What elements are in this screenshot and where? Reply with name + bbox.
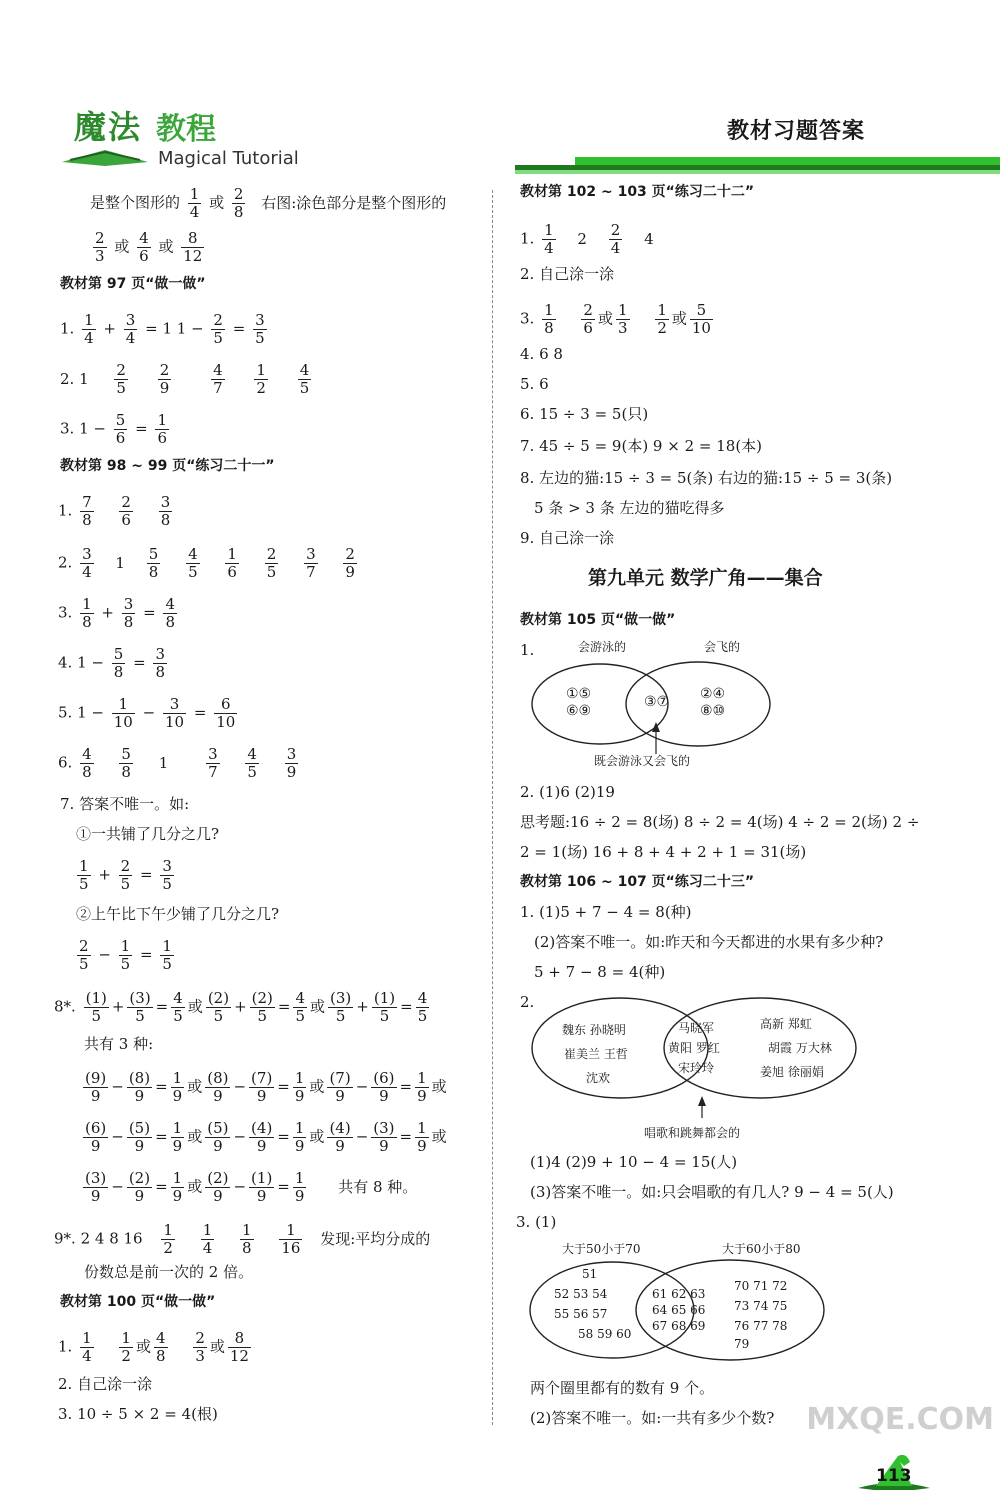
- text: 1.: [60, 319, 75, 338]
- answer-line: 2 = 1(场) 16 + 8 + 4 + 2 + 1 = 31(场): [520, 843, 807, 861]
- answer-line: [58, 696, 240, 731]
- header-green-bar: [515, 155, 1000, 181]
- section-heading: 教材第 106 ~ 107 页“练习二十三”: [520, 874, 755, 890]
- fraction: $\frac{(6)}{9}$: [85, 1119, 107, 1155]
- text: 1.: [58, 1337, 73, 1356]
- fraction: $\frac{1}{2}$: [657, 301, 667, 337]
- venn-item: 52 53 54: [554, 1287, 608, 1301]
- fraction: $\frac{(7)}{9}$: [329, 1069, 351, 1105]
- fraction: $\frac{1}{2}$: [163, 1221, 173, 1257]
- fraction: $\frac{(4)}{9}$: [251, 1119, 273, 1155]
- logo-text-mofa: 魔法: [74, 108, 143, 146]
- section-heading: 教材第 102 ~ 103 页“练习二十二”: [520, 184, 755, 200]
- answer-line: $\frac{(9)}{9}$ − $\frac{(8)}{9}$ = $\frac{1}{9}$ 或 $\frac{(8)}{9}$ − $\frac{(7)}{9}$ = $\frac{1}{9}$ 或 $\frac{(7)}{9}$ − $\frac{(6)}{9}$ = $\frac{1}{9}$ 或: [85, 1069, 447, 1105]
- fraction: $\frac{2}{6}$: [121, 493, 131, 529]
- text: 2.: [58, 553, 73, 572]
- fraction: $\frac{(3)}{5}$: [129, 989, 151, 1025]
- fraction: $\frac{7}{8}$: [82, 493, 92, 529]
- answer-line: [90, 230, 207, 265]
- venn-item: 马晓军: [678, 1021, 715, 1035]
- text: =: [193, 703, 207, 722]
- fraction: $\frac{1}{2}$: [256, 361, 266, 397]
- fraction: $\frac{3}{8}$: [160, 493, 171, 529]
- page-number-badge: [854, 1452, 934, 1492]
- fraction: $\frac{1}{9}$: [417, 1069, 427, 1105]
- fraction: $\frac{(1)}{9}$: [251, 1169, 273, 1205]
- fraction: $\frac{1}{4}$: [544, 221, 554, 257]
- text: 3.: [520, 309, 535, 328]
- fraction: $\frac{1}{9}$: [172, 1119, 183, 1155]
- column-divider: [492, 190, 493, 1425]
- fraction: $\frac{2}{5}$: [266, 545, 277, 581]
- fraction: $\frac{4}{8}$: [155, 1329, 166, 1365]
- answer-line: 2. 自己涂一涂: [58, 1375, 153, 1393]
- venn-item: 61 62 63: [652, 1287, 706, 1301]
- venn-item: 67 68 69: [652, 1319, 706, 1333]
- fraction: $\frac{2}{5}$: [213, 311, 223, 347]
- venn-item: ⑧⑩: [700, 703, 726, 719]
- fraction: $\frac{2}{5}$: [120, 857, 131, 893]
- fraction: $\frac{3}{9}$: [286, 745, 297, 781]
- fraction: $\frac{4}{5}$: [188, 545, 198, 581]
- venn-label-right: 大于60小于80: [722, 1242, 801, 1256]
- fraction: $\frac{5}{8}$: [113, 645, 124, 681]
- text: =: [232, 319, 246, 338]
- answer-line: [520, 222, 654, 257]
- fraction: $\frac{2}{9}$: [159, 361, 170, 397]
- fraction: $\frac{1}{9}$: [172, 1169, 183, 1205]
- fraction: $\frac{6}{10}$: [216, 695, 236, 731]
- venn-item: 76 77 78: [734, 1319, 788, 1333]
- text: 右图:涂色部分是整个图形的: [261, 193, 447, 212]
- answer-line: [60, 362, 314, 397]
- fraction: $\frac{1}{4}$: [189, 185, 200, 221]
- text: 1: [115, 553, 125, 572]
- fraction: $\frac{1}{9}$: [294, 1169, 305, 1205]
- page-number: 113: [876, 1466, 912, 1486]
- fraction: $\frac{(2)}{9}$: [128, 1169, 151, 1205]
- fraction: $\frac{1}{9}$: [294, 1119, 305, 1155]
- fraction: $\frac{(9)}{9}$: [85, 1069, 107, 1105]
- page-title: 教材习题答案: [726, 119, 865, 144]
- fraction: $\frac{4}{5}$: [295, 989, 306, 1025]
- venn-item: 崔美兰 王哲: [564, 1047, 628, 1061]
- answer-line: 3. 10 ÷ 5 × 2 = 4(根): [58, 1405, 218, 1423]
- answer-line: 份数总是前一次的 2 倍。: [84, 1263, 254, 1281]
- fraction: $\frac{3}{5}$: [255, 311, 265, 347]
- fraction: $\frac{8}{12}$: [183, 229, 203, 265]
- fraction: $\frac{2}{5}$: [79, 937, 89, 973]
- fraction: $\frac{1}{4}$: [84, 311, 94, 347]
- venn-item: 沈欢: [586, 1071, 611, 1085]
- fraction: $\frac{(2)}{5}$: [207, 989, 230, 1025]
- answer-line: 7. 45 ÷ 5 = 9(本) 9 × 2 = 18(本): [520, 437, 763, 455]
- fraction: $\frac{2}{6}$: [583, 301, 593, 337]
- answer-line: [58, 746, 301, 781]
- answer-line: 3. $\frac{1}{8}$ $\frac{2}{6}$ 或 $\frac{1}{3}$ $\frac{1}{2}$ 或 $\frac{5}{10}$: [520, 301, 711, 337]
- fraction: $\frac{(7)}{9}$: [251, 1069, 273, 1105]
- fraction: $\frac{(1)}{5}$: [373, 989, 396, 1025]
- text: 3. 1 −: [60, 419, 106, 438]
- text: −: [142, 703, 156, 722]
- text: 2: [577, 229, 587, 248]
- fraction: $\frac{1}{8}$: [544, 301, 554, 337]
- text: 3.: [58, 603, 73, 622]
- answer-line: [58, 546, 360, 581]
- text: 共有 8 种。: [338, 1177, 418, 1196]
- fraction: $\frac{1}{6}$: [157, 411, 167, 447]
- fraction: $\frac{4}{8}$: [165, 595, 176, 631]
- answer-line: 共有 3 种:: [84, 1035, 154, 1053]
- text: =: [133, 653, 146, 672]
- text: 或: [158, 237, 174, 256]
- answer-line: 9. 自己涂一涂: [520, 529, 615, 547]
- fraction: $\frac{(4)}{9}$: [329, 1119, 351, 1155]
- text: +: [103, 319, 116, 338]
- unit-title: 第九单元 数学广角——集合: [588, 567, 823, 589]
- fraction: $\frac{1}{8}$: [242, 1221, 252, 1257]
- answer-line: 2. 自己涂一涂: [520, 265, 615, 283]
- section-heading: 教材第 98 ~ 99 页“练习二十一”: [60, 458, 275, 474]
- venn-label-right: 会飞的: [704, 640, 741, 654]
- fraction: $\frac{1}{9}$: [417, 1119, 427, 1155]
- venn-label-left: 会游泳的: [578, 640, 627, 654]
- answer-line: 1. $\frac{1}{4}$ $\frac{1}{2}$ 或 $\frac{4}{8}$ $\frac{2}{3}$ 或 $\frac{8}{12}$: [58, 1329, 249, 1365]
- answer-line: [58, 596, 180, 631]
- question-number: 2.: [520, 993, 535, 1011]
- fraction: $\frac{4}{5}$: [299, 361, 310, 397]
- venn-item: 胡霞 万大林: [768, 1041, 832, 1055]
- fraction: $\frac{1}{4}$: [82, 1329, 92, 1365]
- logo-text-jiaocheng: 教程: [156, 112, 216, 147]
- fraction: $\frac{1}{5}$: [79, 857, 89, 893]
- venn-item: 高新 郑虹: [760, 1017, 812, 1031]
- answer-line: 3. (1): [516, 1213, 557, 1231]
- fraction: $\frac{1}{4}$: [202, 1221, 213, 1257]
- fraction: $\frac{1}{5}$: [162, 937, 172, 973]
- venn-item: 宋玲玲: [678, 1061, 715, 1075]
- fraction: $\frac{1}{10}$: [113, 695, 133, 731]
- fraction: $\frac{4}{6}$: [139, 229, 149, 265]
- answer-line: 2. (1)6 (2)19: [520, 783, 615, 801]
- text: 4: [644, 229, 654, 248]
- venn-label-left: 大于50小于70: [562, 1242, 641, 1256]
- watermark: MXQE.COM: [806, 1402, 994, 1437]
- answer-line: 1. (1)5 + 7 − 4 = 8(种): [520, 903, 692, 921]
- fraction: $\frac{5}{10}$: [691, 301, 711, 337]
- answer-line: 5 条 > 3 条 左边的猫吃得多: [534, 499, 725, 517]
- venn-item: 58 59 60: [578, 1327, 632, 1341]
- fraction: $\frac{4}{5}$: [247, 745, 257, 781]
- fraction: $\frac{(3)}{9}$: [85, 1169, 107, 1205]
- answer-line: 5. 6: [520, 375, 549, 393]
- text: 4. 1 −: [58, 653, 104, 672]
- answer-line: 7. 答案不唯一。如:: [60, 795, 190, 813]
- venn-label-bottom: 唱歌和跳舞都会的: [644, 1126, 741, 1140]
- answer-line: [90, 186, 446, 221]
- answer-line: [58, 494, 175, 529]
- venn-item: 70 71 72: [734, 1279, 788, 1293]
- fraction: $\frac{(2)}{9}$: [207, 1169, 229, 1205]
- answer-line: (2)答案不唯一。如:昨天和今天都进的水果有多少种?: [534, 933, 884, 951]
- venn-item: ①⑤: [566, 686, 592, 702]
- fraction: $\frac{2}{5}$: [116, 361, 126, 397]
- fraction: $\frac{4}{7}$: [213, 361, 223, 397]
- text: 5. 1 −: [58, 703, 104, 722]
- fraction: $\frac{3}{5}$: [162, 857, 172, 893]
- venn-item: 55 56 57: [554, 1307, 608, 1321]
- answer-line: $\frac{2}{5}$ − $\frac{1}{5}$ = $\frac{1}{5}$: [79, 937, 172, 973]
- answer-line: [60, 312, 270, 347]
- answer-line: (1)4 (2)9 + 10 − 4 = 15(人): [530, 1153, 738, 1171]
- text: 6.: [58, 753, 73, 772]
- answer-line: ②上午比下午少铺了几分之几?: [76, 905, 280, 923]
- fraction: $\frac{5}{8}$: [121, 745, 131, 781]
- text: 2. 1: [60, 369, 89, 388]
- answer-line: 6. 15 ÷ 3 = 5(只): [520, 405, 649, 423]
- answer-line: 8. 左边的猫:15 ÷ 3 = 5(条) 右边的猫:15 ÷ 5 = 3(条): [520, 469, 893, 487]
- venn-item: 64 65 66: [652, 1303, 706, 1317]
- answer-line: [60, 412, 172, 447]
- answer-line: 两个圈里都有的数有 9 个。: [530, 1379, 715, 1397]
- answer-line: $\frac{(3)}{9}$ − $\frac{(2)}{9}$ = $\frac{1}{9}$ 或 $\frac{(2)}{9}$ − $\frac{(1)}{9}$ = $\frac{1}{9}$ 共有 8 种。: [85, 1169, 418, 1205]
- fraction: $\frac{(8)}{9}$: [128, 1069, 151, 1105]
- fraction: $\frac{3}{7}$: [208, 745, 218, 781]
- answer-line: 5 + 7 − 8 = 4(种): [534, 963, 666, 981]
- answer-line: $\frac{1}{5}$ + $\frac{2}{5}$ = $\frac{3}{5}$: [79, 857, 172, 893]
- text: 1: [158, 753, 169, 772]
- fraction: $\frac{5}{6}$: [115, 411, 126, 447]
- answer-line: (2)答案不唯一。如:一共有多少个数?: [530, 1409, 775, 1427]
- fraction: $\frac{4}{5}$: [173, 989, 183, 1025]
- venn-item: ③⑦: [644, 694, 670, 710]
- text: +: [101, 603, 114, 622]
- text: 或: [114, 237, 130, 256]
- text: = 1 1 −: [145, 319, 204, 338]
- venn-item: 51: [582, 1267, 598, 1281]
- fraction: $\frac{1}{9}$: [172, 1069, 183, 1105]
- fraction: $\frac{3}{10}$: [164, 695, 185, 731]
- fraction: $\frac{2}{3}$: [95, 229, 105, 265]
- fraction: $\frac{1}{6}$: [227, 545, 237, 581]
- text: 1.: [520, 229, 535, 248]
- fraction: $\frac{1}{9}$: [294, 1069, 305, 1105]
- fraction: $\frac{3}{4}$: [125, 311, 136, 347]
- logo: [60, 96, 300, 180]
- text: 8*.: [54, 997, 76, 1016]
- venn-item: 79: [734, 1337, 750, 1351]
- answer-line: 思考题:16 ÷ 2 = 8(场) 8 ÷ 2 = 4(场) 4 ÷ 2 = 2(场) 2 ÷: [520, 813, 920, 831]
- answer-line: $\frac{(6)}{9}$ − $\frac{(5)}{9}$ = $\frac{1}{9}$ 或 $\frac{(5)}{9}$ − $\frac{(4)}{9}$ = $\frac{1}{9}$ 或 $\frac{(4)}{9}$ − $\frac{(3)}{9}$ = $\frac{1}{9}$ 或: [85, 1119, 447, 1155]
- fraction: $\frac{5}{8}$: [148, 545, 159, 581]
- question-number: 1.: [520, 641, 535, 659]
- venn-item: 黄阳 罗红: [668, 1041, 720, 1055]
- answer-line: [54, 1222, 430, 1257]
- fraction: $\frac{(6)}{9}$: [373, 1069, 395, 1105]
- fraction: $\frac{2}{4}$: [610, 221, 621, 257]
- venn-item: ⑥⑨: [566, 703, 592, 719]
- fraction: $\frac{(8)}{9}$: [207, 1069, 229, 1105]
- fraction: $\frac{(3)}{9}$: [373, 1119, 395, 1155]
- fraction: $\frac{(5)}{9}$: [128, 1119, 151, 1155]
- fraction: $\frac{4}{5}$: [417, 989, 428, 1025]
- fraction: $\frac{(2)}{5}$: [251, 989, 273, 1025]
- section-heading: 教材第 105 页“做一做”: [520, 612, 676, 628]
- fraction: $\frac{1}{2}$: [121, 1329, 131, 1365]
- answer-line: 8*. $\frac{(1)}{5}$ + $\frac{(3)}{5}$ = $\frac{4}{5}$ 或 $\frac{(2)}{5}$ + $\frac{(2)}{5}$ = $\frac{4}{5}$ 或 $\frac{(3)}{5}$ + $\frac{(1)}{5}$ = $\frac{4}{5}$: [54, 989, 428, 1025]
- fraction: $\frac{4}{8}$: [82, 745, 92, 781]
- section-heading: 教材第 100 页“做一做”: [60, 1294, 216, 1310]
- fraction: $\frac{1}{5}$: [120, 937, 131, 973]
- fraction: $\frac{1}{8}$: [82, 595, 92, 631]
- fraction: $\frac{2}{3}$: [195, 1329, 205, 1365]
- text: =: [135, 419, 148, 438]
- section-heading: 教材第 97 页“做一做”: [60, 276, 206, 292]
- venn-label-bottom: 既会游泳又会飞的: [594, 754, 691, 768]
- venn-item: 73 74 75: [734, 1299, 788, 1313]
- venn-item: 姜旭 徐丽娟: [760, 1065, 824, 1079]
- fraction: $\frac{1}{16}$: [281, 1221, 301, 1257]
- fraction: $\frac{(3)}{5}$: [330, 989, 352, 1025]
- text: 9*. 2 4 8 16: [54, 1229, 143, 1248]
- fraction: $\frac{3}{8}$: [123, 595, 134, 631]
- answer-line: (3)答案不唯一。如:只会唱歌的有几人? 9 − 4 = 5(人): [530, 1183, 894, 1201]
- text: 或: [209, 193, 225, 212]
- fraction: $\frac{8}{12}$: [229, 1329, 249, 1365]
- fraction: $\frac{3}{7}$: [306, 545, 316, 581]
- answer-line: [58, 646, 170, 681]
- answer-line: ①一共铺了几分之几?: [76, 825, 220, 843]
- venn-item: 魏东 孙晓明: [562, 1023, 626, 1037]
- fraction: $\frac{3}{8}$: [155, 645, 165, 681]
- text: 是整个图形的: [90, 193, 181, 212]
- fraction: $\frac{2}{9}$: [345, 545, 355, 581]
- venn-item: ②④: [700, 686, 726, 702]
- answer-line: 4. 6 8: [520, 345, 563, 363]
- fraction: $\frac{(5)}{9}$: [207, 1119, 229, 1155]
- text: =: [143, 603, 156, 622]
- fraction: $\frac{2}{8}$: [233, 185, 244, 221]
- fraction: $\frac{(1)}{5}$: [85, 989, 107, 1025]
- text: 发现:平均分成的: [320, 1229, 431, 1248]
- text: 1.: [58, 501, 73, 520]
- fraction: $\frac{1}{3}$: [617, 301, 628, 337]
- fraction: $\frac{3}{4}$: [82, 545, 92, 581]
- logo-text-english: Magical Tutorial: [158, 148, 299, 169]
